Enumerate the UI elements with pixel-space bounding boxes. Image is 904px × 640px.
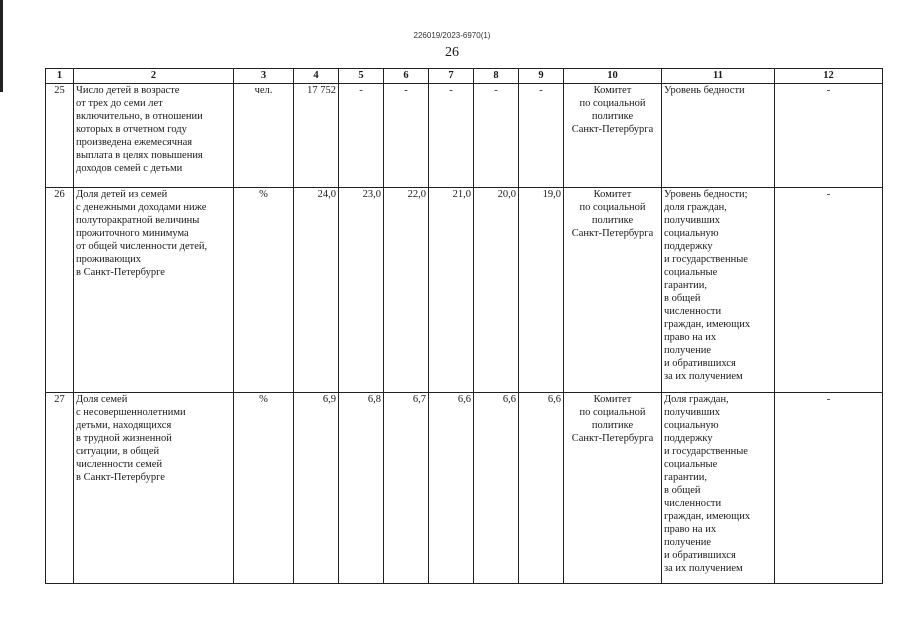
column-header: 8 (474, 69, 519, 84)
unit-cell: % (234, 393, 294, 584)
column-header: 5 (339, 69, 384, 84)
column-header: 1 (46, 69, 74, 84)
indicator-name: Число детей в возрасте от трех до семи лет включительно, в отношении которых в отчетном году произведена ежемесячная выплата в целях повышения доходов семей с детьми (74, 84, 234, 188)
value-cell: 6,8 (339, 393, 384, 584)
indicator-name: Доля семей с несовершеннолетними детьми, находящихся в трудной жизненной ситуации, в общей численности семей в Санкт-Петербурге (74, 393, 234, 584)
value-cell: - (474, 84, 519, 188)
row-number: 25 (46, 84, 74, 188)
column-12-cell: - (775, 188, 883, 393)
value-cell: 6,6 (429, 393, 474, 584)
value-cell: 6,6 (519, 393, 564, 584)
value-cell: 6,9 (294, 393, 339, 584)
table-row (46, 84, 883, 188)
column-12-cell: - (775, 84, 883, 188)
column-header: 12 (775, 69, 883, 84)
value-cell: 6,6 (474, 393, 519, 584)
unit-cell: чел. (234, 84, 294, 188)
value-cell: 23,0 (339, 188, 384, 393)
value-cell: - (429, 84, 474, 188)
column-header: 4 (294, 69, 339, 84)
value-cell: 6,7 (384, 393, 429, 584)
table-row (46, 393, 883, 584)
column-header: 2 (74, 69, 234, 84)
column-12-cell: - (775, 393, 883, 584)
row-number: 26 (46, 188, 74, 393)
value-cell: 22,0 (384, 188, 429, 393)
header-row (46, 69, 883, 84)
value-cell: 19,0 (519, 188, 564, 393)
value-cell: 17 752 (294, 84, 339, 188)
value-cell: - (519, 84, 564, 188)
column-header: 11 (662, 69, 775, 84)
document-id: 226019/2023-6970(1) (413, 31, 491, 40)
data-source: Доля граждан, получивших социальную поддержку и государственные социальные гарантии, в общей численности граждан, имеющих право на их получение и обратившихся за их получением (662, 393, 775, 584)
column-header: 6 (384, 69, 429, 84)
responsible-org: Комитет по социальной политике Санкт-Петербурга (564, 84, 662, 188)
value-cell: 21,0 (429, 188, 474, 393)
value-cell: 20,0 (474, 188, 519, 393)
indicators-table (45, 68, 883, 584)
column-header: 3 (234, 69, 294, 84)
indicator-name: Доля детей из семей с денежными доходами ниже полуторакратной величины прожиточного минимума от общей численности детей, проживающих в Санкт-Петербурге (74, 188, 234, 393)
responsible-org: Комитет по социальной политике Санкт-Петербурга (564, 393, 662, 584)
page-number: 26 (445, 45, 459, 60)
responsible-org: Комитет по социальной политике Санкт-Петербурга (564, 188, 662, 393)
unit-cell: % (234, 188, 294, 393)
table-row (46, 188, 883, 393)
value-cell: 24,0 (294, 188, 339, 393)
column-header: 10 (564, 69, 662, 84)
column-header: 9 (519, 69, 564, 84)
column-header: 7 (429, 69, 474, 84)
data-source: Уровень бедности; доля граждан, получивших социальную поддержку и государственные социальные гарантии, в общей численности граждан, имеющих право на их получение и обратившихся за их получением (662, 188, 775, 393)
data-source: Уровень бедности (662, 84, 775, 188)
value-cell: - (384, 84, 429, 188)
row-number: 27 (46, 393, 74, 584)
value-cell: - (339, 84, 384, 188)
